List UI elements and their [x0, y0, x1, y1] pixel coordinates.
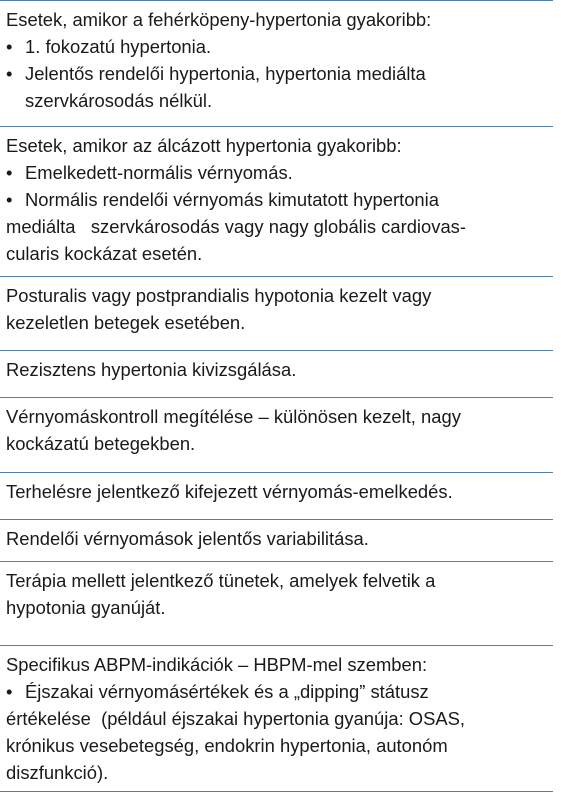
row-text-line: Posturalis vagy postprandialis hypotonia kezelt vagy: [6, 285, 432, 306]
table-row: [0, 645, 553, 792]
bullet-item: • Emelkedett-normális vérnyomás.: [6, 159, 547, 186]
row-text-line: hypotonia gyanúját.: [6, 597, 166, 618]
bullet-item: • Normális rendelői vérnyomás kimutatott hypertonia: [6, 186, 547, 213]
table-row: [0, 276, 553, 350]
bullet-dot-icon: •: [6, 36, 13, 57]
row-heading: Esetek, amikor az álcázott hypertonia gyakoribb:: [6, 135, 402, 156]
table-row: [0, 519, 553, 561]
row-text-line: Terhelésre jelentkező kifejezett vérnyomás-emelkedés.: [6, 481, 453, 502]
row-text-line: Rendelői vérnyomások jelentős variabilitása.: [6, 528, 369, 549]
row-text-line: mediálta szervkárosodás vagy nagy globális cardiovas-: [6, 216, 466, 237]
table-row: [0, 0, 553, 126]
bullet-dot-icon: •: [6, 162, 13, 183]
row-text-line: Terápia mellett jelentkező tünetek, amelyek felvetik a: [6, 570, 436, 591]
row-heading: Esetek, amikor a fehérköpeny-hypertonia gyakoribb:: [6, 9, 432, 30]
bullet-dot-icon: •: [6, 189, 13, 210]
row-text-line: kezeletlen betegek esetében.: [6, 312, 246, 333]
row-text-line: értékelése (például éjszakai hypertonia gyanúja: OSAS,: [6, 708, 466, 729]
table-row: [0, 350, 553, 397]
bullet-dot-icon: •: [6, 63, 13, 84]
bullet-continuation: szervkárosodás nélkül.: [25, 90, 213, 111]
table-row: [0, 561, 553, 645]
row-text-line: diszfunkció).: [6, 762, 109, 783]
bullet-item: • Jelentős rendelői hypertonia, hypertonia mediálta: [6, 60, 547, 87]
row-text-line: kockázatú betegekben.: [6, 433, 196, 454]
row-text-line: Rezisztens hypertonia kivizsgálása.: [6, 359, 297, 380]
table-row: [0, 397, 553, 472]
table-row: [0, 472, 553, 519]
row-text-line: cularis kockázat esetén.: [6, 243, 203, 264]
bullet-dot-icon: •: [6, 681, 13, 702]
bullet-item: • 1. fokozatú hypertonia.: [6, 33, 547, 60]
bullet-item: • Éjszakai vérnyomásértékek és a „dipping” státusz: [6, 678, 547, 705]
row-heading: Specifikus ABPM-indikációk – HBPM-mel szemben:: [6, 654, 428, 675]
row-text-line: Vérnyomáskontroll megítélése – különösen kezelt, nagy: [6, 406, 461, 427]
row-text-line: krónikus vesebetegség, endokrin hypertonia, autonóm: [6, 735, 448, 756]
table-row: [0, 126, 553, 276]
